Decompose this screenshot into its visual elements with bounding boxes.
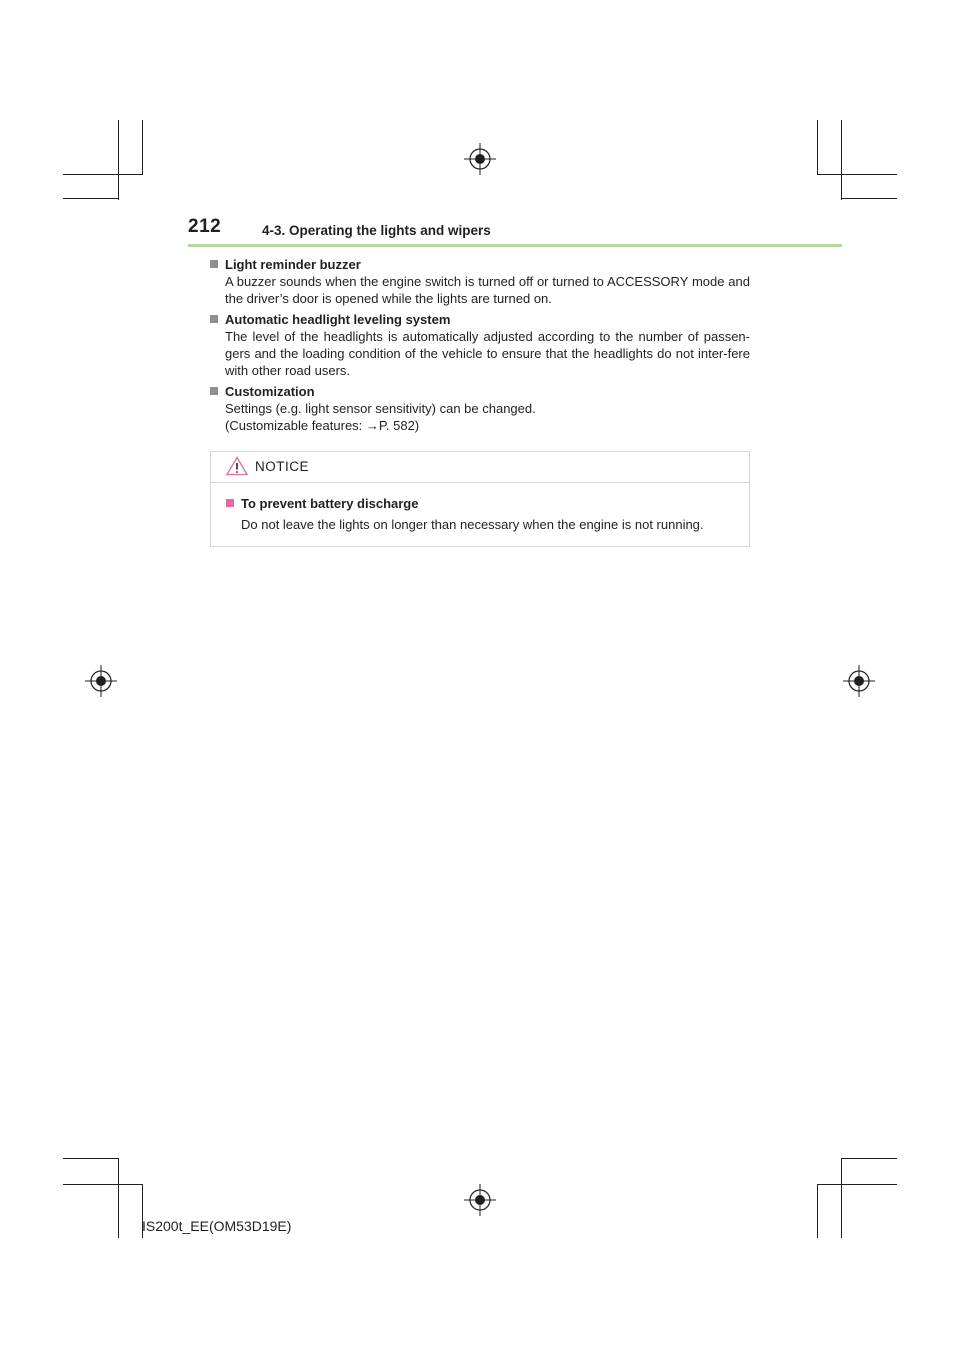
- crop-mark: [63, 1158, 119, 1159]
- square-bullet-icon: [210, 260, 218, 268]
- item-title: [210, 311, 750, 328]
- crop-mark: [841, 120, 842, 200]
- notice-header: [211, 452, 749, 483]
- crop-mark: [63, 198, 119, 199]
- square-bullet-icon: [226, 499, 234, 507]
- crop-mark: [841, 1158, 897, 1159]
- item-title-text: Customization: [225, 384, 315, 399]
- square-bullet-icon: [210, 315, 218, 323]
- crop-mark: [118, 1158, 119, 1238]
- crop-mark: [142, 120, 143, 174]
- item-title: [210, 256, 750, 273]
- notice-label: NOTICE: [255, 459, 310, 474]
- crop-mark: [63, 1184, 143, 1185]
- registration-mark-icon: [462, 141, 498, 177]
- crop-mark: [817, 1184, 818, 1238]
- notice-text: Do not leave the lights on longer than necessary when the engine is not running.: [241, 517, 704, 532]
- info-item: [210, 256, 750, 307]
- info-item: [210, 383, 750, 434]
- item-body-line: Settings (e.g. light sensor sensitivity) can be changed.: [225, 401, 536, 416]
- notice-box: [210, 451, 750, 547]
- notice-title: [226, 495, 734, 512]
- warning-triangle-icon: [226, 456, 248, 476]
- crop-mark: [841, 1158, 842, 1238]
- notice-title-text: To prevent battery discharge: [241, 496, 419, 511]
- registration-mark-icon: [83, 663, 119, 699]
- item-body: The level of the headlights is automatically adjusted according to the number of passen-gers and the loading condition of the vehicle to ensure that the headlights do not inter-fere with other road users.: [225, 329, 750, 378]
- crop-mark: [63, 174, 143, 175]
- header-rule: [188, 244, 842, 247]
- crop-mark: [841, 198, 897, 199]
- page-header: [188, 214, 842, 248]
- document-code: IS200t_EE(OM53D19E): [142, 1218, 292, 1234]
- crop-mark: [118, 120, 119, 200]
- item-body-line: (Customizable features: →P. 582): [225, 418, 420, 433]
- notice-body: [211, 483, 749, 533]
- item-title-text: Light reminder buzzer: [225, 257, 361, 272]
- crop-mark: [817, 120, 818, 174]
- crop-mark: [817, 174, 897, 175]
- item-title: [210, 383, 750, 400]
- registration-mark-icon: [841, 663, 877, 699]
- info-item: [210, 311, 750, 379]
- main-content: [210, 256, 750, 438]
- registration-mark-icon: [462, 1182, 498, 1218]
- item-title-text: Automatic headlight leveling system: [225, 312, 451, 327]
- crop-mark: [817, 1184, 897, 1185]
- square-bullet-icon: [210, 387, 218, 395]
- page-number: 212: [188, 216, 222, 237]
- item-body: A buzzer sounds when the engine switch is turned off or turned to ACCESSORY mode and the driver’s door is opened while the lights are turned on.: [225, 274, 750, 306]
- section-title: 4-3. Operating the lights and wipers: [262, 223, 491, 238]
